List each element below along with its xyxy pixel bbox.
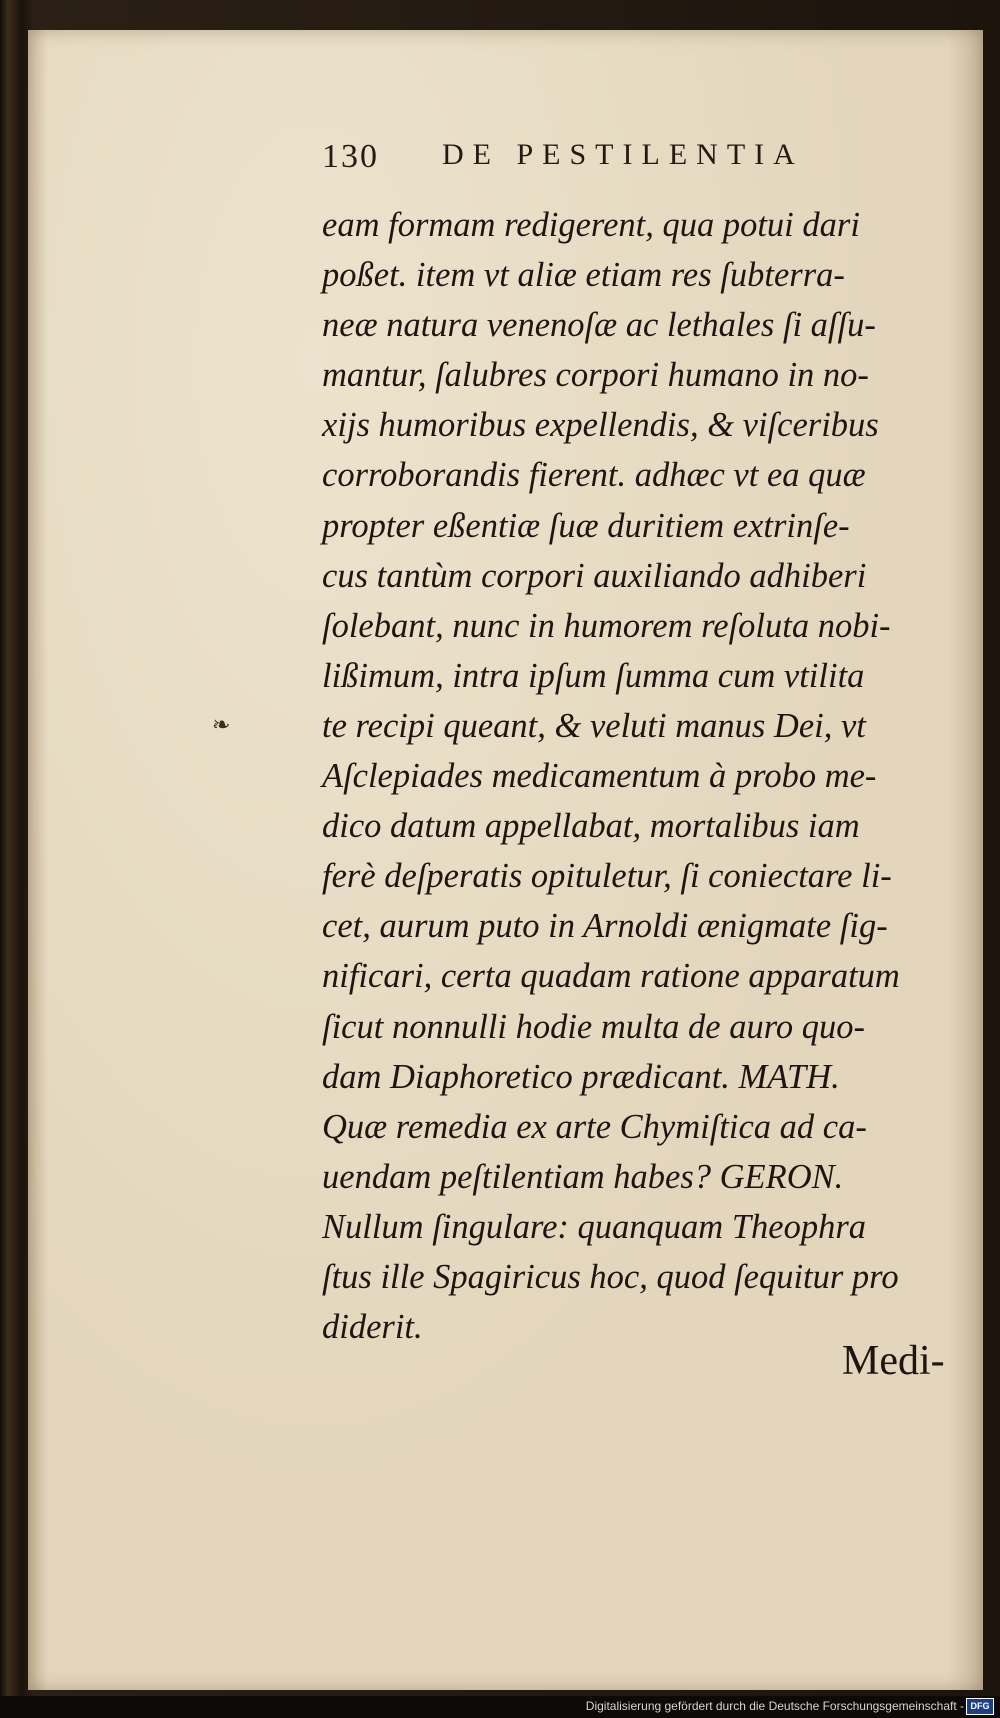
- text-line: neæ natura venenoſæ ac lethales ſi aſſu-: [322, 306, 876, 345]
- text-line: eam formam redigerent, qua potui dari: [322, 206, 860, 244]
- page-number: 130: [322, 138, 379, 175]
- text-line: ſicut nonnulli hodie multa de auro quo-: [322, 1007, 866, 1046]
- text-line: cus tantùm corpori auxiliando adhiberi: [322, 556, 867, 595]
- dfg-logo-icon: DFG: [966, 1698, 994, 1715]
- text-line: ferè deſperatis opituletur, ſi coniectare li-: [322, 857, 892, 896]
- catchword: Medi-: [842, 1338, 945, 1384]
- text-line: xijs humoribus expellendis, & viſceribus: [322, 406, 879, 445]
- text-line: cet, aurum puto in Arnoldi ænigmate ſig-: [322, 907, 888, 946]
- text-line: propter eßentiæ ſuæ duritiem extrinſe-: [322, 506, 850, 545]
- text-line: ſolebant, nunc in humorem reſoluta nobi-: [322, 606, 891, 645]
- text-line: te recipi queant, & veluti manus Dei, vt: [322, 706, 866, 745]
- text-line: dico datum appellabat, mortalibus iam: [322, 807, 860, 846]
- text-line: poßet. item vt aliæ etiam res ſubterra-: [322, 256, 845, 295]
- text-line: dam Diaphoretico prædicant. MATH.: [322, 1057, 840, 1096]
- running-title: DE PESTILENTIA: [442, 138, 804, 171]
- footer-credit: Digitalisierung gefördert durch die Deutsche Forschungsgemeinschaft -: [585, 1699, 964, 1713]
- margin-mark: ❧: [212, 712, 231, 737]
- text-line: diderit.: [322, 1308, 423, 1347]
- text-line: nificari, certa quadam ratione apparatum: [322, 957, 900, 996]
- text-line: lißimum, intra ipſum ſumma cum vtilita: [322, 656, 865, 695]
- text-line: Nullum ſingulare: quanquam Theophra: [322, 1207, 867, 1246]
- text-line: mantur, ſalubres corpori humano in no-: [322, 356, 869, 395]
- body-text: [322, 200, 962, 1362]
- page-header: [322, 138, 882, 182]
- text-line: ſtus ille Spagiricus hoc, quod ſequitur pro: [322, 1257, 899, 1296]
- text-line: corroborandis fierent. adhæc vt ea quæ: [322, 456, 866, 495]
- text-line: Aſclepiades medicamentum à probo me-: [322, 757, 877, 796]
- text-line: uendam peſtilentiam habes? GERON.: [322, 1157, 844, 1196]
- text-line: Quæ remedia ex arte Chymiſtica ad ca-: [322, 1107, 867, 1146]
